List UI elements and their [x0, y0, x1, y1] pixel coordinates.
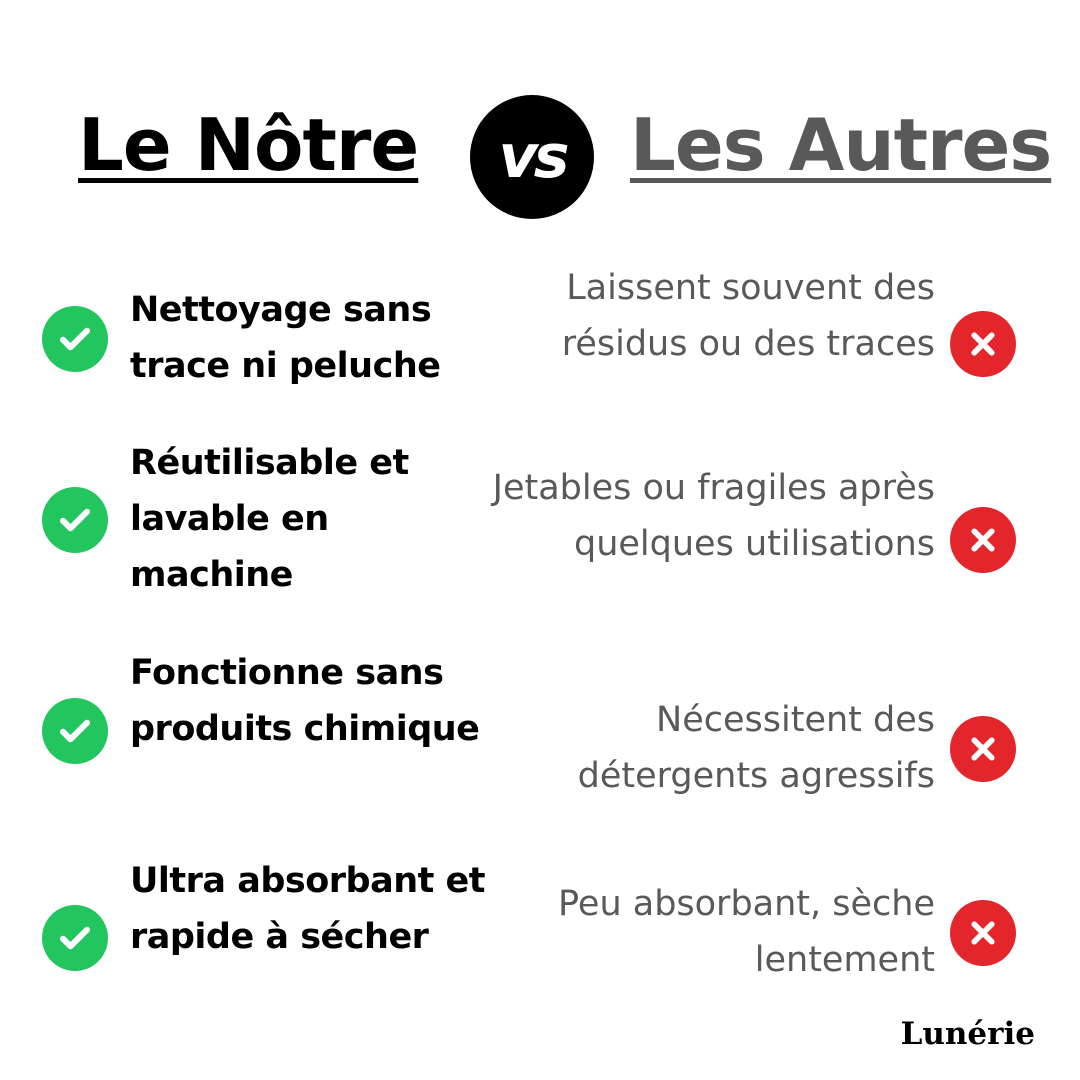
vs-badge: vs — [470, 95, 594, 219]
brand-logo: Lunérie — [900, 1016, 1035, 1052]
their-feature-text: Jetables ou fragiles après quelques utilisations — [492, 468, 935, 564]
title-right: Les Autres — [630, 103, 1052, 187]
their-feature-text: Laissent souvent des résidus ou des traces — [561, 268, 935, 364]
their-feature-text: Nécessitent des détergents agressifs — [577, 700, 935, 796]
check-circle-icon — [42, 306, 108, 372]
x-circle-icon — [950, 900, 1016, 966]
our-feature-text: Fonctionne sans produits chimique — [130, 653, 480, 749]
our-feature-text: Réutilisable et lavable en machine — [130, 443, 409, 595]
x-circle-icon — [950, 507, 1016, 573]
x-circle-icon — [950, 311, 1016, 377]
our-feature-text: Ultra absorbant et rapide à sécher — [130, 861, 485, 957]
x-circle-icon — [950, 716, 1016, 782]
check-circle-icon — [42, 698, 108, 764]
their-feature-text: Peu absorbant, sèche lentement — [558, 884, 935, 980]
check-circle-icon — [42, 905, 108, 971]
check-circle-icon — [42, 487, 108, 553]
title-left: Le Nôtre — [78, 103, 419, 187]
our-feature-text: Nettoyage sans trace ni peluche — [130, 290, 441, 386]
